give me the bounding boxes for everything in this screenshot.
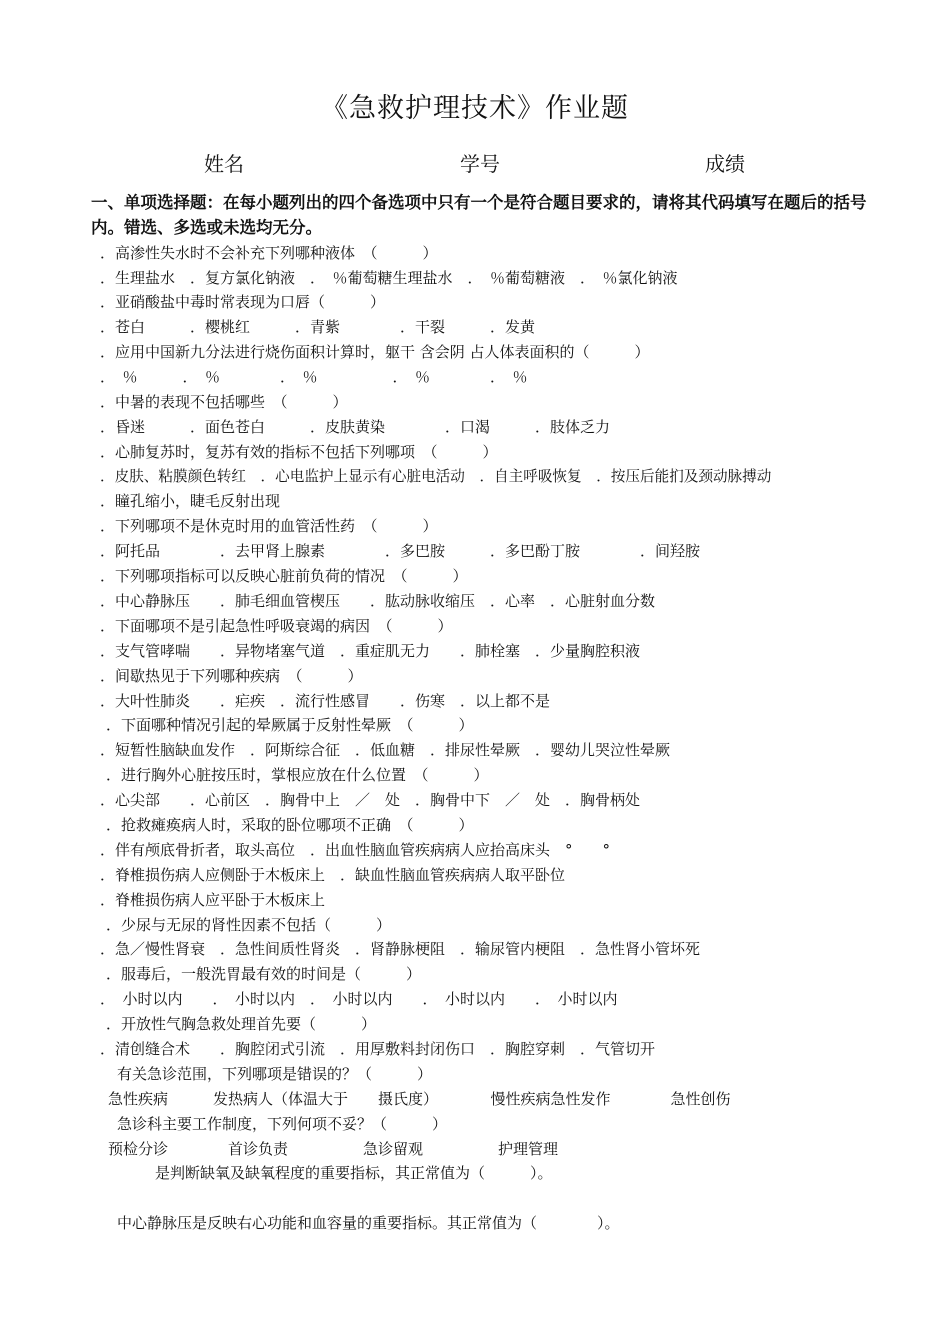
question-12-options: ．伴有颅底骨折者，取头高位 ．出血性脑血管疾病病人应抬高床头 ° ° bbox=[100, 841, 611, 859]
question-12-stem: ．抢救瘫痪病人时，采取的卧位哪项不正确 （ ） bbox=[106, 816, 474, 834]
question-10-stem: ．下面哪种情况引起的晕厥属于反射性晕厥 （ ） bbox=[106, 716, 474, 734]
question-13-stem: ．少尿与无尿的肾性因素不包括（ ） bbox=[106, 916, 392, 934]
question-7-options: ．中心静脉压 ．肺毛细血管楔压 ．肱动脉收缩压 ．心率 ．心脏射血分数 bbox=[100, 592, 656, 610]
question-9-stem: ．间歇热见于下列哪种疾病 （ ） bbox=[100, 667, 363, 685]
question-12-options-last: ．脊椎损伤病人应平卧于木板床上 bbox=[100, 891, 326, 909]
question-17-options: 预检分诊 首诊负责 急诊留观 护理管理 bbox=[108, 1140, 559, 1158]
question-2-options: ．苍白 ．樱桃红 ．青紫 ．干裂 ．发黄 bbox=[100, 318, 536, 336]
question-3-stem: ．应用中国新九分法进行烧伤面积计算时，躯干 含会阴 占人体表面积的（ ） bbox=[100, 343, 650, 361]
question-15-stem: ．开放性气胸急救处理首先要（ ） bbox=[106, 1015, 377, 1033]
question-8-options: ．支气管哮喘 ．异物堵塞气道 ．重症肌无力 ．肺栓塞 ．少量胸腔积液 bbox=[100, 642, 641, 660]
question-13-options: ．急／慢性肾衰 ．急性间质性肾炎 ．肾静脉梗阻 ．输尿管内梗阻 ．急性肾小管坏死 bbox=[100, 940, 701, 958]
page-title: 《急救护理技术》作业题 bbox=[321, 93, 629, 124]
question-4-options: ．昏迷 ．面色苍白 ．皮肤黄染 ．口渴 ．肢体乏力 bbox=[100, 418, 611, 436]
question-9-options: ．大叶性肺炎 ．疟疾 ．流行性感冒 ．伤寒 ．以上都不是 bbox=[100, 692, 551, 710]
question-18-stem: 是判断缺氧及缺氧程度的重要指标，其正常值为（ ）。 bbox=[155, 1164, 553, 1182]
score-label: 成绩 bbox=[705, 152, 745, 176]
question-6-stem: ．下列哪项不是休克时用的血管活性药 （ ） bbox=[100, 517, 438, 535]
question-16-stem: 有关急诊范围，下列哪项是错误的？（ ） bbox=[117, 1065, 433, 1083]
question-19-stem: 中心静脉压是反映右心功能和血容量的重要指标。其正常值为（ ）。 bbox=[117, 1214, 620, 1232]
question-14-options: ． 小时以内 ． 小时以内 ． 小时以内 ． 小时以内 ． 小时以内 bbox=[100, 990, 618, 1008]
question-3-options: ． ％ ． ％ ． ％ ． ％ ． ％ bbox=[100, 368, 528, 386]
question-6-options: ．阿托品 ．去甲肾上腺素 ．多巴胺 ．多巴酚丁胺 ．间羟胺 bbox=[100, 542, 701, 560]
question-11-options: ．心尖部 ．心前区 ．胸骨中上 ／ 处 ．胸骨中下 ／ 处 ．胸骨柄处 bbox=[100, 791, 641, 809]
question-1-stem: ．高渗性失水时不会补充下列哪种液体 （ ） bbox=[100, 244, 438, 262]
question-8-stem: ．下面哪项不是引起急性呼吸衰竭的病因 （ ） bbox=[100, 617, 453, 635]
section-heading: 一、单项选择题：在每小题列出的四个备选项中只有一个是符合题目要求的，请将其代码填写在题后的括号内。错选、多选或未选均无分。 bbox=[91, 193, 867, 237]
question-2-stem: ．亚硝酸盐中毒时常表现为口唇（ ） bbox=[100, 293, 386, 311]
question-5-options: ．皮肤、粘膜颜色转红 ．心电监护上显示有心脏电活动 ．自主呼吸恢复 ．按压后能扪及颈动脉搏动 bbox=[100, 468, 772, 485]
question-5-stem: ．心肺复苏时，复苏有效的指标不包括下列哪项 （ ） bbox=[100, 443, 498, 461]
name-label: 姓名 bbox=[204, 152, 244, 176]
question-11-stem: ．进行胸外心脏按压时，掌根应放在什么位置 （ ） bbox=[106, 766, 489, 784]
question-7-stem: ．下列哪项指标可以反映心脏前负荷的情况 （ ） bbox=[100, 567, 468, 585]
question-12-options-cont: ．脊椎损伤病人应侧卧于木板床上 ．缺血性脑血管疾病病人取平卧位 bbox=[100, 866, 566, 884]
question-4-stem: ．中暑的表现不包括哪些 （ ） bbox=[100, 393, 348, 411]
question-5-options-cont: ．瞳孔缩小，睫毛反射出现 bbox=[100, 492, 281, 510]
student-id-label: 学号 bbox=[460, 152, 500, 176]
question-16-options: 急性疾病 发热病人（体温大于 摄氏度） 慢性疾病急性发作 急性创伤 bbox=[108, 1090, 731, 1108]
question-14-stem: ．服毒后，一般洗胃最有效的时间是（ ） bbox=[106, 965, 422, 983]
question-17-stem: 急诊科主要工作制度，下列何项不妥？（ ） bbox=[117, 1115, 448, 1133]
question-10-options: ．短暂性脑缺血发作 ．阿斯综合征 ．低血糖 ．排尿性晕厥 ．婴幼儿哭泣性晕厥 bbox=[100, 741, 671, 759]
question-15-options: ．清创缝合术 ．胸腔闭式引流 ．用厚敷料封闭伤口 ．胸腔穿刺 ．气管切开 bbox=[100, 1040, 656, 1058]
question-1-options: ．生理盐水 ．复方氯化钠液 ． ％葡萄糖生理盐水 ． ％葡萄糖液 ． ％氯化钠液 bbox=[100, 269, 678, 287]
